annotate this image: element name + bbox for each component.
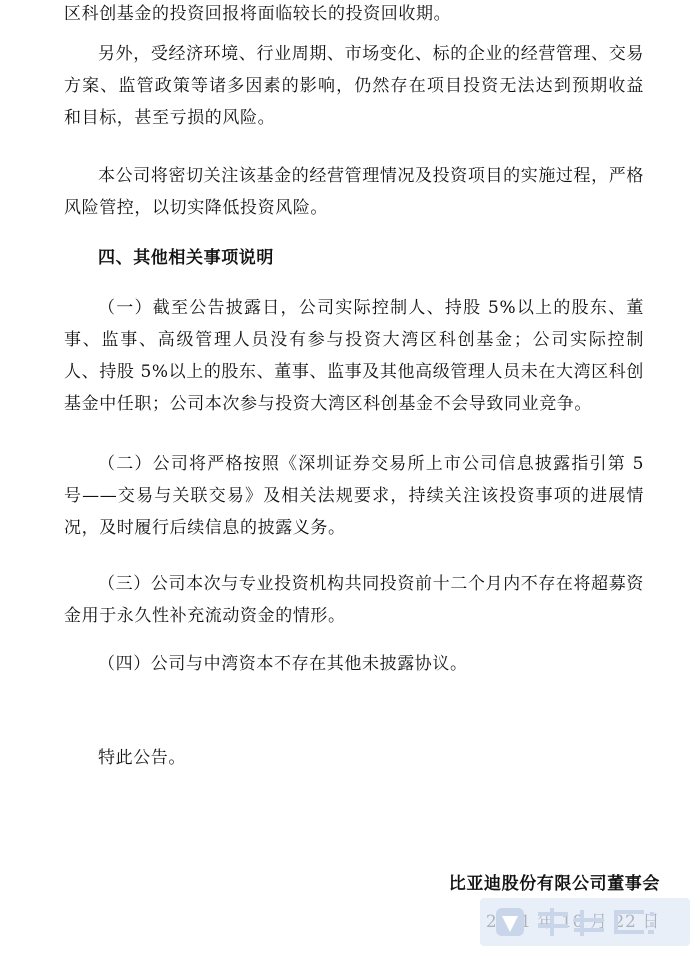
paragraph-risk-factors: 另外，受经济环境、行业周期、市场变化、标的企业的经营管理、交易方案、监管政策等诸多因素的影响，仍然存在项目投资无法达到预期收益和目标，甚至亏损的风险。 [64,44,644,128]
item-four: （四）公司与中湾资本不存在其他未披露协议。 [98,654,468,674]
item-three: （三）公司本次与专业投资机构共同投资前十二个月内不存在将超募资金用于永久性补充流动资金的情形。 [64,574,644,626]
signature-company: 比亚迪股份有限公司董事会 [448,874,660,894]
closing-statement: 特此公告。 [98,748,186,768]
section-heading: 四、其他相关事项说明 [98,248,274,268]
watermark [480,898,690,946]
paragraph-risk-control: 本公司将密切关注该基金的经营管理情况及投资项目的实施过程，严格风险管控，以切实降低投资风险。 [64,166,644,218]
brand-logo-icon [490,902,680,942]
paragraph-continuation: 区科创基金的投资回报将面临较长的投资回收期。 [64,4,452,24]
item-two: （二）公司将严格按照《深圳证券交易所上市公司信息披露指引第 5 号——交易与关联交易》及相关法规要求，持续关注该投资事项的进展情况，及时履行后续信息的披露义务。 [64,454,644,538]
item-one: （一）截至公告披露日，公司实际控制人、持股 5%以上的股东、董事、监事、高级管理人员没有参与投资大湾区科创基金；公司实际控制人、持股 5%以上的股东、董事、监事及其他高级管理人员未在大湾区科创基金中任职；公司本次参与投资大湾区科创基金不会导致同业竞争。 [64,298,644,414]
